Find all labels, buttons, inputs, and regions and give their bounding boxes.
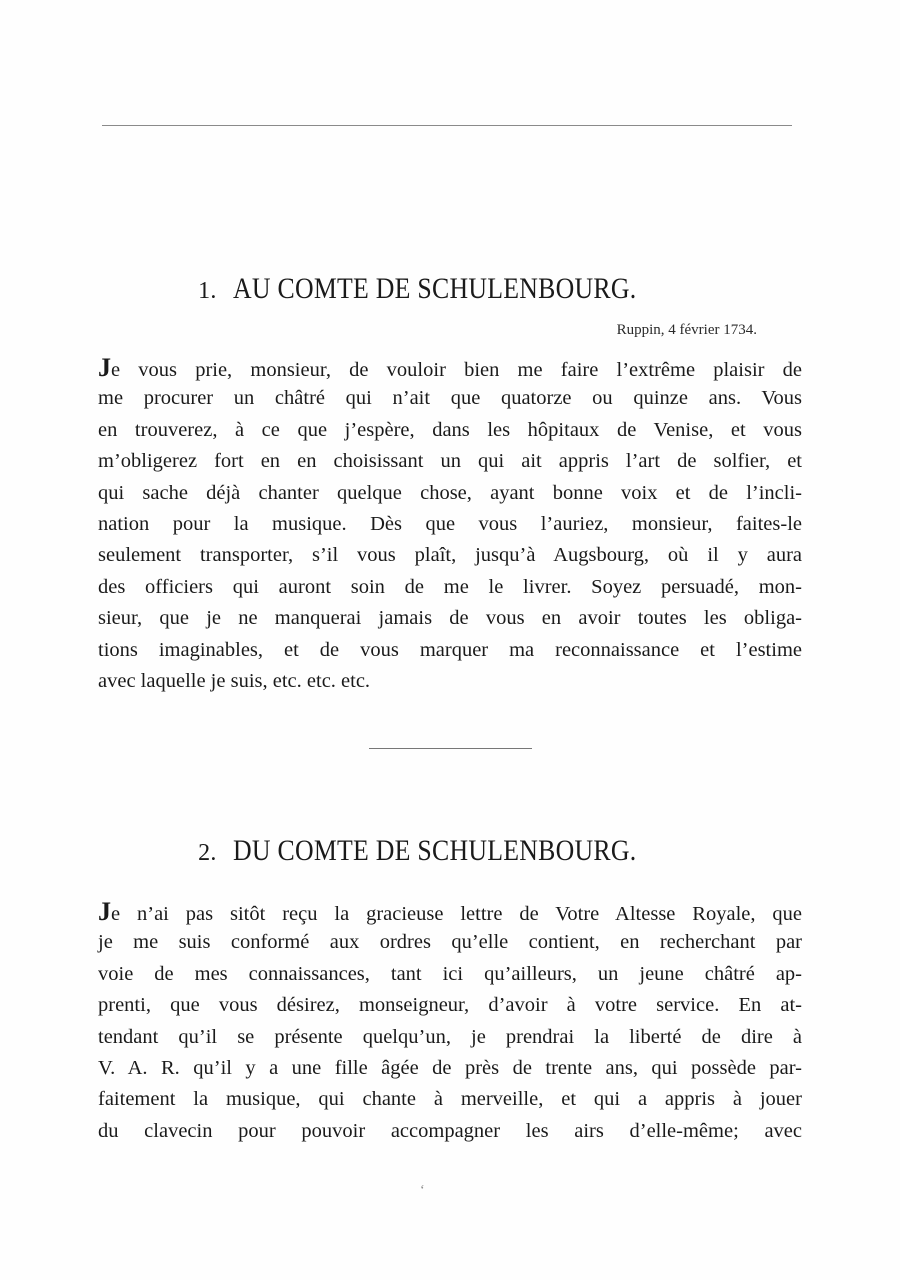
body-line: des officiers qui auront soin de me le livrer. Soyez persuadé, mon- [98,575,802,598]
body-line: tendant qu’il se présente quelqu’un, je prendrai la liberté de dire à [98,1025,802,1048]
body-line: qui sache déjà chanter quelque chose, ayant bonne voix et de l’incli- [98,481,802,504]
body-line: seulement transporter, s’il vous plaît, jusqu’à Augsbourg, où il y aura [98,544,802,567]
body-line: me procurer un châtré qui n’ait que quatorze ou quinze ans. Vous [98,387,802,410]
letter-2-heading [0,834,900,868]
section-divider [369,748,532,749]
body-line: V. A. R. qu’il y a une fille âgée de près de trente ans, qui possède par- [98,1056,802,1079]
body-line: voie de mes connaissances, tant ici qu’ailleurs, un jeune châtré ap- [98,962,802,985]
body-line: je me suis conformé aux ordres qu’elle contient, en recherchant par [98,931,802,954]
letter-2-body [98,896,802,1147]
drop-cap: J [98,897,111,926]
letter-1-body [98,352,802,697]
drop-cap: J [98,353,111,382]
body-line: faitement la musique, qui chante à merveille, et qui a appris à jouer [98,1088,802,1111]
body-line: avec laquelle je suis, etc. etc. etc. [98,669,371,692]
body-line: nation pour la musique. Dès que vous l’auriez, monsieur, faites-le [98,512,802,535]
body-line: sieur, que je ne manquerai jamais de vous en avoir toutes les obliga- [98,607,802,630]
letter-1-heading [0,272,900,306]
page-mark: ‘ [420,1183,425,1198]
letter-1-dateline: Ruppin, 4 février 1734. [616,322,757,338]
body-line: du clavecin pour pouvoir accompagner les airs d’elle-même; avec [98,1119,802,1142]
letter-1-title: AU COMTE DE SCHULENBOURG. [232,272,637,305]
body-line: Je n’ai pas sitôt reçu la gracieuse lettre de Votre Altesse Royale, que [98,897,802,926]
body-line: prenti, que vous désirez, monseigneur, d’avoir à votre service. En at- [98,994,802,1017]
body-line: tions imaginables, et de vous marquer ma reconnaissance et l’estime [98,638,802,661]
body-line: Je vous prie, monsieur, de vouloir bien me faire l’extrême plaisir de [98,353,802,382]
body-line: m’obligerez fort en en choisissant un qui ait appris l’art de solfier, et [98,450,802,473]
letter-2-title: DU COMTE DE SCHULENBOURG. [232,834,637,867]
letter-1-number: 1. [198,278,217,304]
body-line: en trouverez, à ce que j’espère, dans les hôpitaux de Venise, et vous [98,418,802,441]
top-rule [102,125,792,126]
letter-2-number: 2. [198,840,217,866]
